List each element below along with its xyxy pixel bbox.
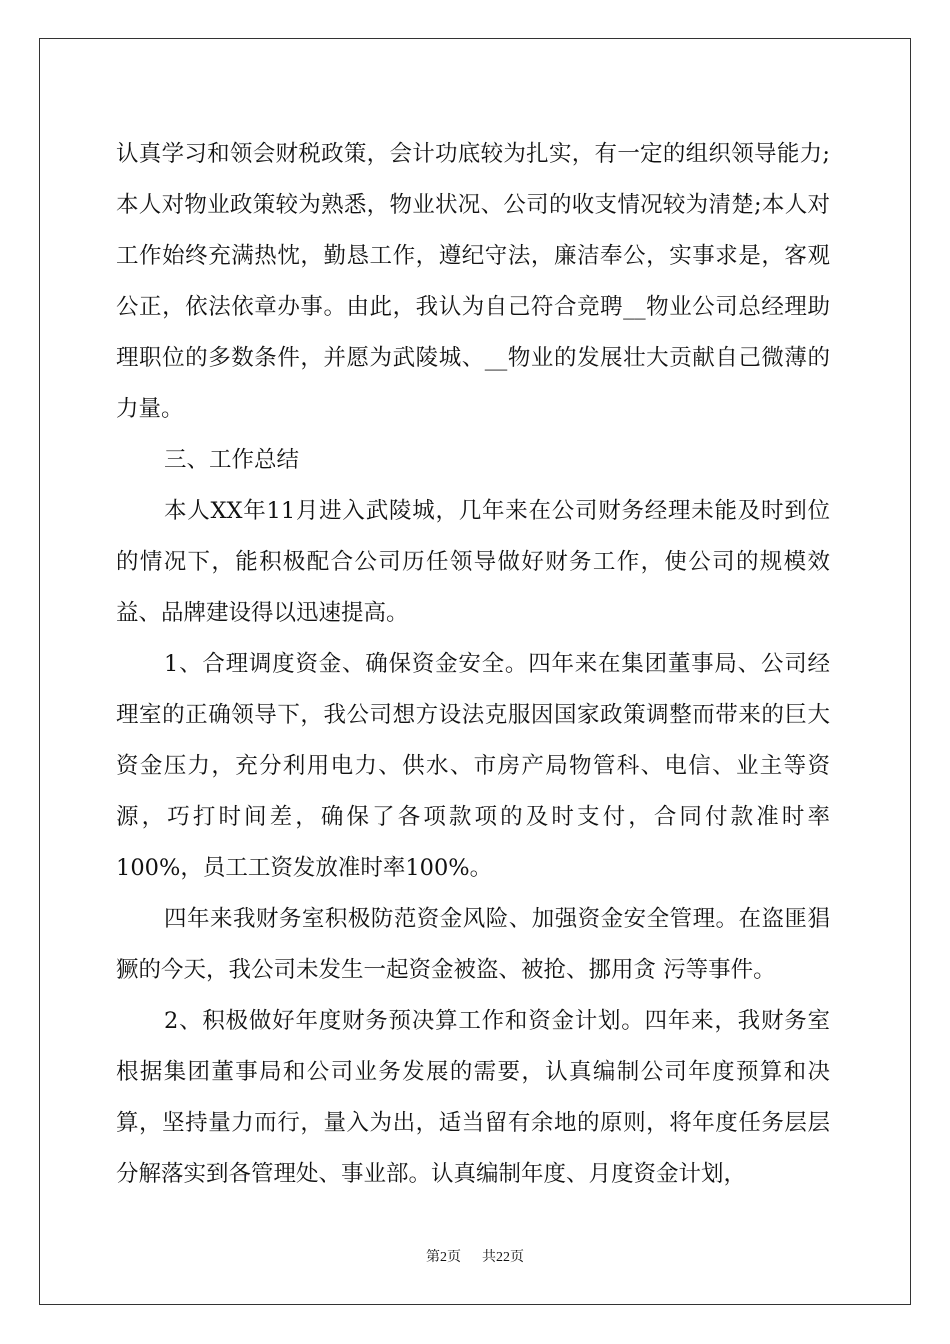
- paragraph: 本人XX年11月进入武陵城，几年来在公司财务经理未能及时到位的情况下，能积极配合公司历任领导做好财务工作，使公司的规模效益、品牌建设得以迅速提高。: [116, 498, 830, 626]
- section-heading: 三、工作总结: [164, 447, 300, 473]
- paragraph: 2、积极做好年度财务预决算工作和资金计划。四年来，我财务室根据集团董事局和公司业务发展的需要，认真编制公司年度预算和决算，坚持量力而行，量入为出，适当留有余地的原则，将年度任务层层分解落实到各管理处、事业部。认真编制年度、月度资金计划，: [116, 1008, 830, 1187]
- paragraph: 1、合理调度资金、确保资金安全。四年来在集团董事局、公司经理室的正确领导下，我公司想方设法克服因国家政策调整而带来的巨大资金压力，充分利用电力、供水、市房产局物管科、电信、业主等资源，巧打时间差，确保了各项款项的及时支付，合同付款准时率100%，员工工资发放准时率100%。: [116, 651, 830, 881]
- page-total: 共22页: [482, 1250, 524, 1265]
- paragraph: 四年来我财务室积极防范资金风险、加强资金安全管理。在盗匪猖獗的今天，我公司未发生一起资金被盗、被抢、挪用贪 污等事件。: [116, 906, 830, 983]
- document-body: [116, 129, 830, 1200]
- page-footer: [0, 1246, 950, 1266]
- page-number: 第2页: [426, 1250, 461, 1265]
- paragraph: 认真学习和领会财税政策，会计功底较为扎实，有一定的组织领导能力;本人对物业政策较为熟悉，物业状况、公司的收支情况较为清楚;本人对工作始终充满热忱，勤恳工作，遵纪守法，廉洁奉公，实事求是，客观公正，依法依章办事。由此，我认为自己符合竞聘__物业公司总经理助理职位的多数条件，并愿为武陵城、__物业的发展壮大贡献自己微薄的力量。: [116, 141, 830, 422]
